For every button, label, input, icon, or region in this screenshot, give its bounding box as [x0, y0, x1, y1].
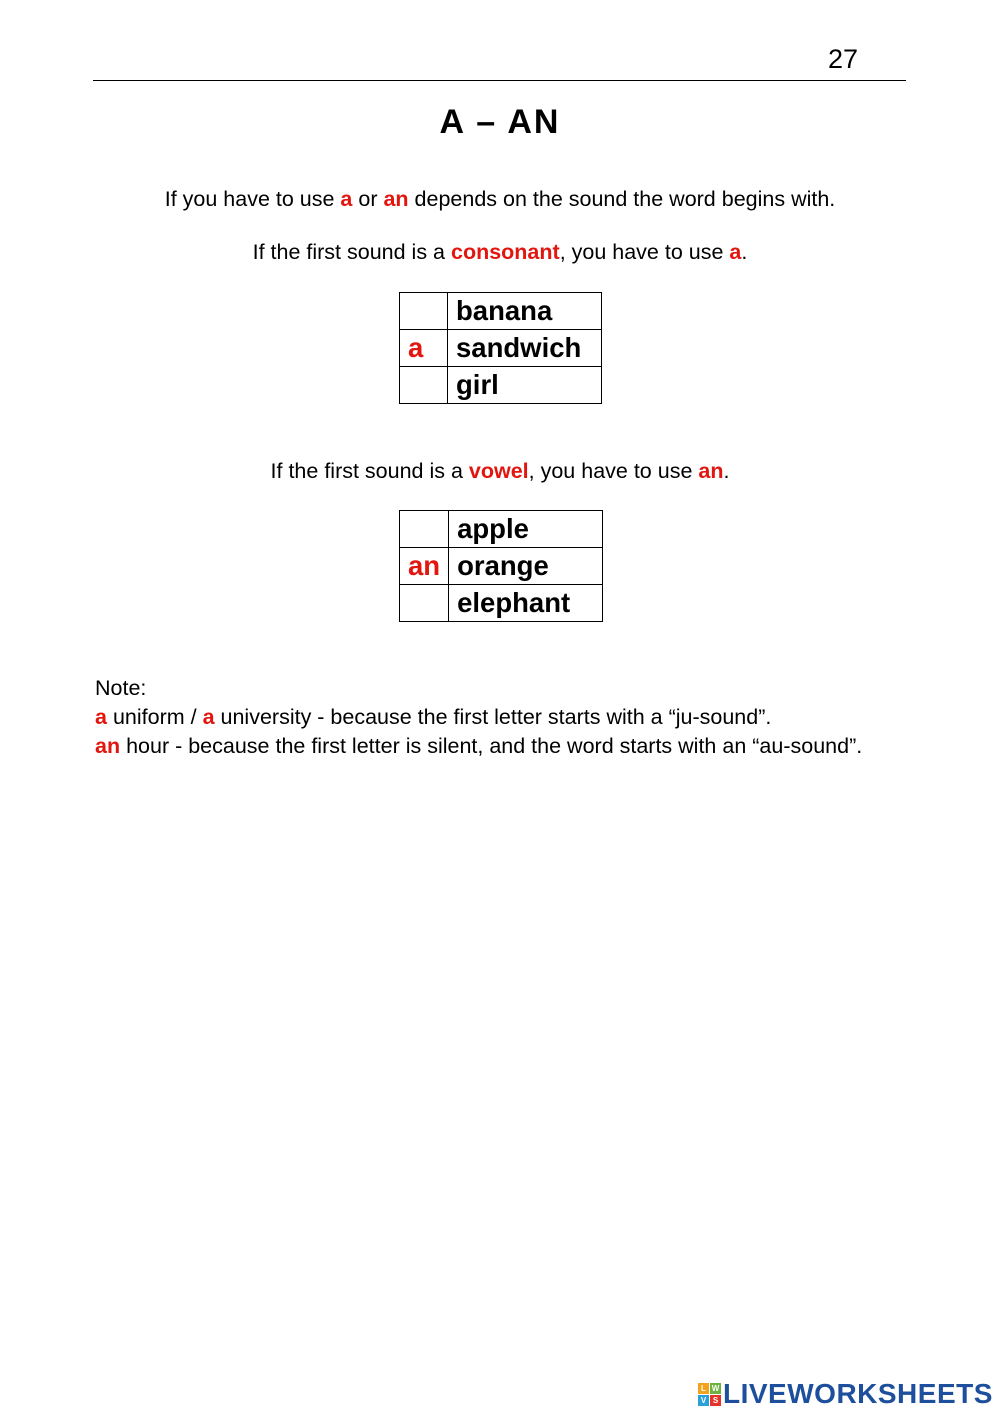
word-cell: apple: [449, 511, 603, 548]
logo-block: S: [710, 1395, 721, 1406]
note-line-2: [95, 734, 862, 759]
text: , you have to use: [528, 459, 699, 483]
article-a-table: [399, 292, 602, 404]
article-cell: [400, 585, 449, 622]
intro-paragraph-1: [0, 187, 1000, 212]
table-row: [400, 548, 603, 585]
table-row: [400, 367, 602, 404]
logo-block: V: [698, 1395, 709, 1406]
header-rule: [93, 80, 906, 81]
word-cell: sandwich: [448, 330, 602, 367]
note-line-1: [95, 705, 771, 730]
text: hour - because the first letter is silent, and the word starts with an “au-sound”.: [120, 734, 863, 758]
text: .: [741, 240, 748, 264]
liveworksheets-logo[interactable]: [698, 1377, 993, 1411]
logo-blocks-icon: [698, 1383, 721, 1406]
table-row: [400, 330, 602, 367]
article-cell: an: [400, 548, 449, 585]
table-row: [400, 585, 603, 622]
page-title: A – AN: [439, 103, 561, 141]
logo-text: LIVEWORKSHEETS: [723, 1378, 993, 1409]
logo-block: L: [698, 1383, 709, 1394]
table-row: [400, 511, 603, 548]
text: university - because the first letter starts with a “ju-sound”.: [214, 705, 772, 729]
article-cell: [400, 511, 449, 548]
keyword-an: an: [698, 459, 724, 483]
word-cell: elephant: [449, 585, 603, 622]
note-label: Note:: [95, 676, 147, 700]
intro-paragraph-3: [0, 459, 1000, 484]
article-an-table: [399, 510, 603, 622]
keyword-an: an: [95, 734, 121, 758]
text: uniform /: [106, 705, 203, 729]
keyword-an: an: [383, 187, 409, 211]
keyword-consonant: consonant: [450, 240, 560, 264]
text: If the first sound is a: [252, 240, 451, 264]
intro-paragraph-2: [0, 240, 1000, 265]
text: .: [723, 459, 730, 483]
article-cell: a: [400, 330, 448, 367]
word-cell: banana: [448, 293, 602, 330]
keyword-a: a: [340, 187, 353, 211]
keyword-a: a: [202, 705, 215, 729]
word-cell: girl: [448, 367, 602, 404]
keyword-a: a: [729, 240, 742, 264]
table-row: [400, 293, 602, 330]
article-cell: [400, 293, 448, 330]
text: If you have to use: [164, 187, 341, 211]
text: , you have to use: [559, 240, 730, 264]
page-number: 27: [828, 44, 859, 74]
text: If the first sound is a: [270, 459, 469, 483]
text: or: [352, 187, 384, 211]
logo-block: W: [711, 1383, 720, 1393]
text: depends on the sound the word begins with.: [408, 187, 836, 211]
keyword-a: a: [95, 705, 107, 729]
article-cell: [400, 367, 448, 404]
word-cell: orange: [449, 548, 603, 585]
keyword-vowel: vowel: [468, 459, 529, 483]
